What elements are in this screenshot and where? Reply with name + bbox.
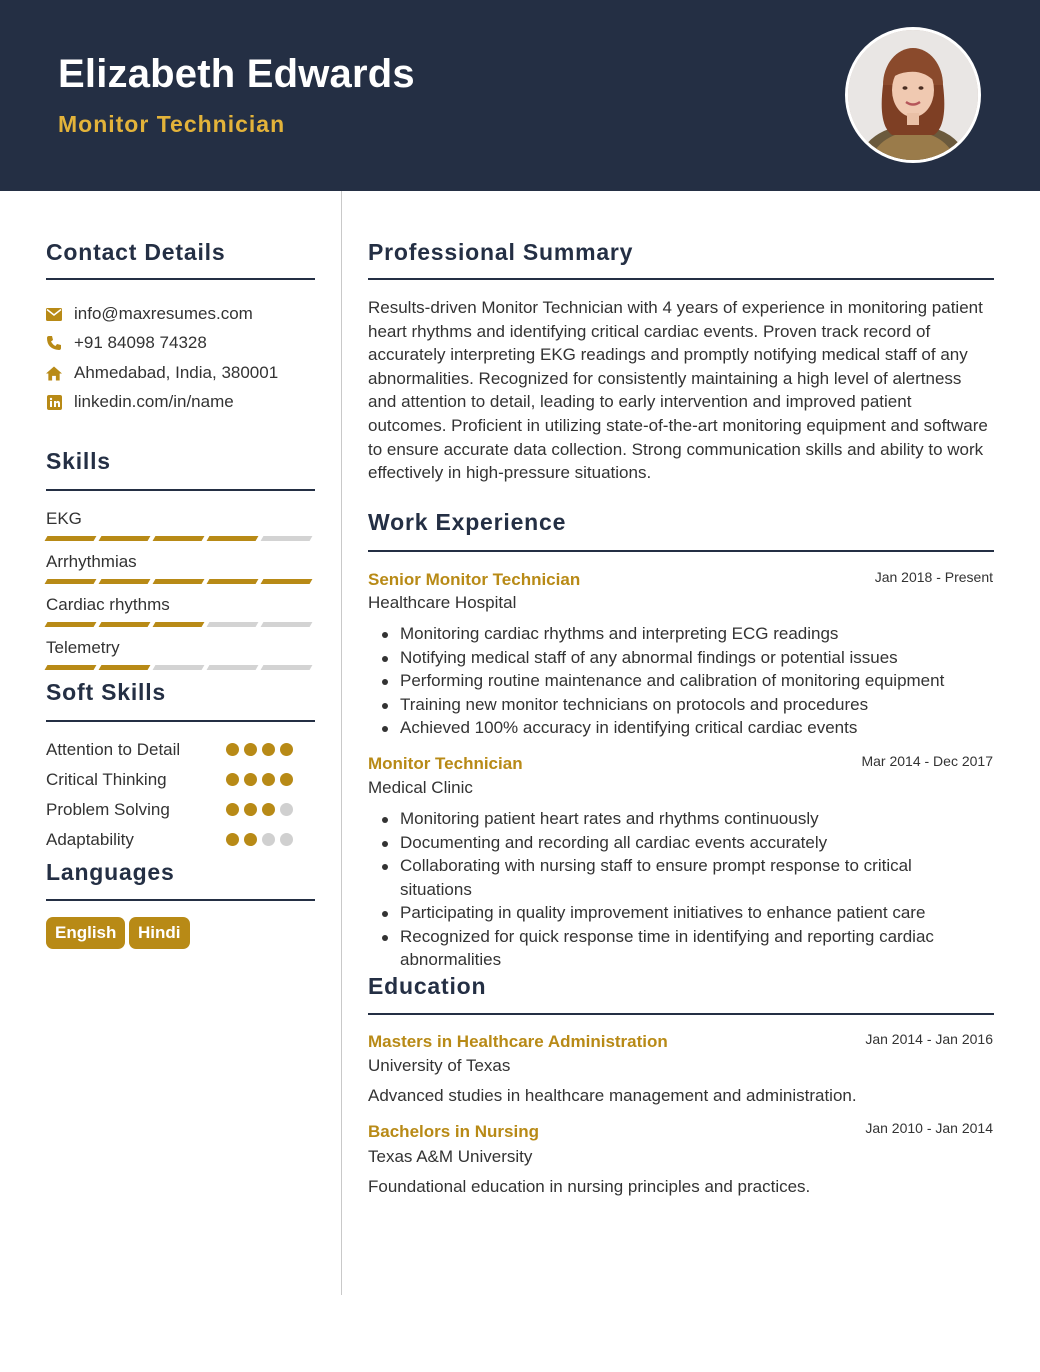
summary-divider: [368, 278, 994, 280]
soft-skills-divider: [46, 720, 315, 722]
job-bullet: Monitoring patient heart rates and rhythms continuously: [400, 807, 980, 831]
job-bullet: Documenting and recording all cardiac events accurately: [400, 831, 980, 855]
soft-skills-section-title: Soft Skills: [46, 679, 166, 705]
soft-skill-rating: [226, 773, 293, 786]
job-title: Senior Monitor Technician: [368, 570, 581, 589]
contact-divider: [46, 278, 315, 280]
skill-level-segment: [261, 665, 313, 670]
phone-icon: [46, 335, 62, 351]
job-bullet: Recognized for quick response time in identifying and reporting cardiac abnormalities: [400, 925, 980, 972]
rating-dot: [262, 803, 275, 816]
skill-level-segment: [153, 622, 205, 627]
profile-photo: [845, 27, 981, 163]
degree-title: Masters in Healthcare Administration: [368, 1032, 668, 1051]
job-title: Monitor Technician: [368, 754, 523, 773]
job-date: Mar 2014 - Dec 2017: [861, 753, 993, 769]
skill-label: EKG: [46, 509, 82, 528]
skill-level-segment: [99, 536, 151, 541]
skill-level-segment: [45, 579, 97, 584]
skill-level-segment: [99, 665, 151, 670]
job-bullet: Performing routine maintenance and calibration of monitoring equipment: [400, 669, 1000, 693]
candidate-name: Elizabeth Edwards: [58, 52, 415, 96]
languages-section-title: Languages: [46, 859, 175, 885]
contact-address-text: Ahmedabad, India, 380001: [74, 363, 279, 382]
rating-dot: [226, 743, 239, 756]
skill-label: Cardiac rhythms: [46, 595, 170, 614]
skill-level-segment: [45, 622, 97, 627]
home-icon: [46, 365, 62, 381]
job-bullet: Participating in quality improvement initiatives to enhance patient care: [400, 901, 980, 925]
job-organization: Healthcare Hospital: [368, 593, 517, 612]
soft-skill-label: Problem Solving: [46, 800, 170, 819]
contact-phone-text: +91 84098 74328: [74, 333, 207, 352]
skill-level-segment: [207, 622, 259, 627]
degree-description: Foundational education in nursing principles and practices.: [368, 1177, 811, 1196]
rating-dot: [280, 833, 293, 846]
rating-dot: [262, 773, 275, 786]
contact-address: [46, 363, 278, 383]
skill-level-segment: [261, 622, 313, 627]
linkedin-icon: [46, 394, 62, 410]
soft-skill-label: Adaptability: [46, 830, 134, 849]
soft-skill-rating: [226, 833, 293, 846]
rating-dot: [244, 833, 257, 846]
contact-phone[interactable]: [46, 333, 207, 353]
column-divider: [341, 191, 342, 1295]
rating-dot: [262, 743, 275, 756]
experience-divider: [368, 550, 994, 552]
contact-section-title: Contact Details: [46, 239, 226, 265]
rating-dot: [244, 803, 257, 816]
job-bullet-list: [400, 807, 980, 972]
skill-level-segment: [153, 536, 205, 541]
skills-divider: [46, 489, 315, 491]
soft-skill-label: Critical Thinking: [46, 770, 167, 789]
rating-dot: [280, 743, 293, 756]
skill-level-segment: [207, 665, 259, 670]
degree-title: Bachelors in Nursing: [368, 1122, 539, 1141]
education-divider: [368, 1013, 994, 1015]
skill-level-bar: [46, 536, 311, 541]
languages-divider: [46, 899, 315, 901]
envelope-icon: [46, 306, 62, 322]
skill-level-bar: [46, 622, 311, 627]
skill-level-segment: [153, 579, 205, 584]
contact-email-text: info@maxresumes.com: [74, 304, 253, 323]
soft-skill-rating: [226, 803, 293, 816]
school-name: University of Texas: [368, 1056, 511, 1075]
summary-text: Results-driven Monitor Technician with 4 years of experience in monitoring patient heart rhythms and identifying critical cardiac events. Proven track record of accurately interpreting EKG readings and promptly notifying medical staff of any abnormalities. Recognized for consistently maintaining a high level of alertness and attention to detail, leading to early intervention and improved patient outcomes. Proficient in utilizing state-of-the-art monitoring equipment and software to ensure accurate data collection. Strong communication skills and ability to work effectively in high-pressure situations.: [368, 298, 988, 483]
job-bullet: Training new monitor technicians on protocols and procedures: [400, 693, 1000, 717]
rating-dot: [244, 743, 257, 756]
contact-linkedin[interactable]: [46, 392, 234, 412]
skill-level-segment: [153, 665, 205, 670]
rating-dot: [262, 833, 275, 846]
education-section-title: Education: [368, 973, 487, 999]
soft-skill-rating: [226, 743, 293, 756]
skill-level-segment: [207, 579, 259, 584]
language-badge-english: English: [46, 917, 125, 949]
degree-date: Jan 2010 - Jan 2014: [865, 1120, 993, 1136]
summary-section-title: Professional Summary: [368, 239, 634, 265]
job-bullet: Collaborating with nursing staff to ensure prompt response to critical situations: [400, 854, 980, 901]
rating-dot: [226, 803, 239, 816]
skill-level-bar: [46, 665, 311, 670]
contact-linkedin-text: linkedin.com/in/name: [74, 392, 234, 411]
language-badge-hindi: Hindi: [129, 917, 190, 949]
job-organization: Medical Clinic: [368, 778, 473, 797]
contact-email[interactable]: [46, 304, 253, 324]
profile-photo-image: [848, 30, 978, 160]
skill-level-segment: [45, 536, 97, 541]
job-date: Jan 2018 - Present: [874, 569, 993, 585]
experience-section-title: Work Experience: [368, 509, 567, 535]
skill-level-segment: [261, 579, 313, 584]
job-bullet: Achieved 100% accuracy in identifying critical cardiac events: [400, 716, 1000, 740]
resume-header: [0, 0, 1040, 191]
degree-description: Advanced studies in healthcare management and administration.: [368, 1086, 857, 1105]
job-bullet: Monitoring cardiac rhythms and interpreting ECG readings: [400, 622, 1000, 646]
school-name: Texas A&M University: [368, 1147, 533, 1166]
job-bullet: Notifying medical staff of any abnormal findings or potential issues: [400, 646, 1000, 670]
skill-level-segment: [45, 665, 97, 670]
rating-dot: [280, 773, 293, 786]
rating-dot: [244, 773, 257, 786]
degree-date: Jan 2014 - Jan 2016: [865, 1031, 993, 1047]
rating-dot: [280, 803, 293, 816]
rating-dot: [226, 833, 239, 846]
skill-label: Telemetry: [46, 638, 120, 657]
rating-dot: [226, 773, 239, 786]
skill-level-segment: [99, 622, 151, 627]
job-bullet-list: [400, 622, 1000, 740]
skill-level-segment: [207, 536, 259, 541]
skill-label: Arrhythmias: [46, 552, 137, 571]
candidate-role: Monitor Technician: [58, 111, 286, 137]
soft-skill-label: Attention to Detail: [46, 740, 181, 759]
skill-level-bar: [46, 579, 311, 584]
skills-section-title: Skills: [46, 448, 111, 474]
skill-level-segment: [99, 579, 151, 584]
skill-level-segment: [261, 536, 313, 541]
